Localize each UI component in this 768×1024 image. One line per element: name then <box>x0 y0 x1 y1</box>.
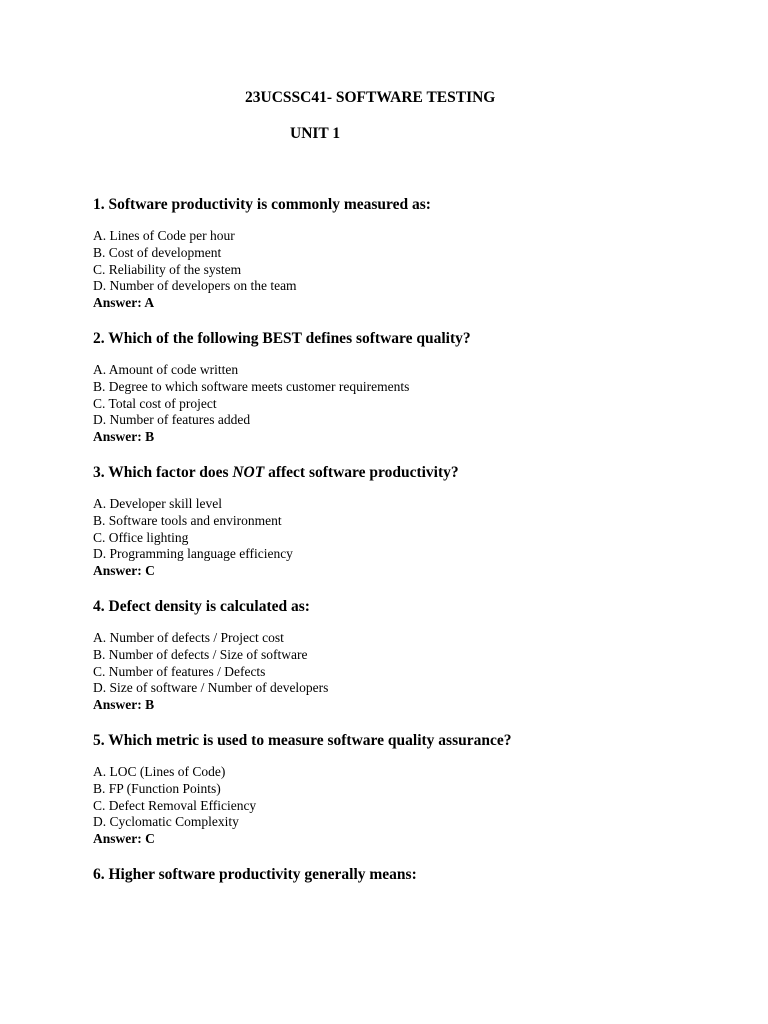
option-d: D. Cyclomatic Complexity <box>93 814 239 830</box>
question-6 <box>93 864 733 886</box>
question-4 <box>93 596 733 714</box>
option-a: A. Number of defects / Project cost <box>93 629 284 645</box>
question-2 <box>93 328 733 446</box>
option-b: B. FP (Function Points) <box>93 780 221 796</box>
option-a: A. Developer skill level <box>93 495 222 511</box>
option-list <box>93 496 733 563</box>
answer-key: Answer: B <box>93 697 155 713</box>
option-list <box>93 630 733 697</box>
option-list <box>93 228 733 295</box>
option-d: D. Number of features added <box>93 412 251 428</box>
answer-key: Answer: A <box>93 295 155 311</box>
option-a: A. LOC (Lines of Code) <box>93 763 226 779</box>
question-text: 4. Defect density is calculated as: <box>93 597 310 615</box>
option-c: C. Defect Removal Efficiency <box>93 797 257 813</box>
question-3 <box>93 462 733 580</box>
answer-key: Answer: B <box>93 429 155 445</box>
option-c: C. Total cost of project <box>93 395 217 411</box>
option-list <box>93 362 733 429</box>
document-title: 23UCSSC41- SOFTWARE TESTING <box>245 89 496 106</box>
option-b: B. Number of defects / Size of software <box>93 646 308 662</box>
option-d: D. Number of developers on the team <box>93 278 297 294</box>
option-b: B. Cost of development <box>93 244 222 260</box>
question-text: 6. Higher software productivity generally means: <box>93 865 417 883</box>
question-text: 2. Which of the following BEST defines software quality? <box>93 329 471 347</box>
question-text: 3. Which factor does NOT affect software productivity? <box>93 463 459 481</box>
option-b: B. Software tools and environment <box>93 512 282 528</box>
option-b: B. Degree to which software meets customer requirements <box>93 378 410 394</box>
option-d: D. Size of software / Number of developers <box>93 680 329 696</box>
unit-title: UNIT 1 <box>290 125 341 142</box>
question-list <box>93 194 733 902</box>
option-list <box>93 764 733 831</box>
option-c: C. Reliability of the system <box>93 261 242 277</box>
option-d: D. Programming language efficiency <box>93 546 293 562</box>
question-1 <box>93 194 733 312</box>
option-c: C. Number of features / Defects <box>93 663 266 679</box>
answer-key: Answer: C <box>93 831 155 847</box>
question-text: 1. Software productivity is commonly measured as: <box>93 196 431 213</box>
question-text: 5. Which metric is used to measure software quality assurance? <box>93 731 512 749</box>
answer-key: Answer: C <box>93 563 155 579</box>
option-a: A. Lines of Code per hour <box>93 228 235 243</box>
option-c: C. Office lighting <box>93 529 189 545</box>
option-a: A. Amount of code written <box>93 361 239 377</box>
emphasis-not: NOT <box>232 463 265 481</box>
question-5 <box>93 730 733 848</box>
